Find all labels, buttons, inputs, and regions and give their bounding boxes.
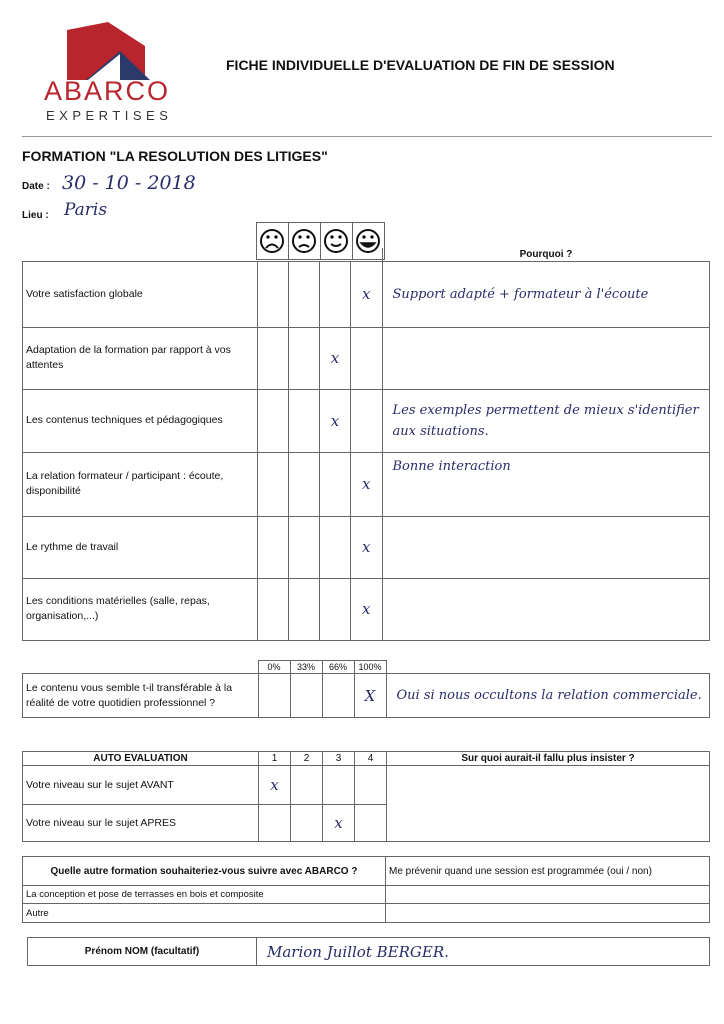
lieu-value: Paris bbox=[64, 200, 108, 220]
header-divider bbox=[22, 136, 712, 137]
table-row bbox=[23, 904, 710, 923]
notify-answer[interactable] bbox=[386, 886, 710, 904]
percent-cell[interactable] bbox=[258, 674, 290, 718]
criterion-label: Adaptation de la formation par rapport à vos attentes bbox=[23, 327, 258, 389]
level-cell[interactable] bbox=[323, 766, 355, 805]
notify-answer[interactable] bbox=[386, 904, 710, 923]
criterion-label: Votre satisfaction globale bbox=[23, 261, 258, 327]
score-cell-1[interactable] bbox=[258, 578, 289, 640]
other-item[interactable]: Autre bbox=[23, 904, 386, 923]
auto-eval-header: AUTO EVALUATION bbox=[23, 752, 259, 766]
score-mark[interactable]: x bbox=[351, 516, 383, 578]
score-cell-1[interactable] bbox=[258, 261, 289, 327]
formation-title: FORMATION "LA RESOLUTION DES LITIGES" bbox=[22, 148, 328, 164]
level-header: 3 bbox=[323, 752, 355, 766]
score-cell-3[interactable] bbox=[320, 578, 351, 640]
other-item[interactable]: La conception et pose de terrasses en bois et composite bbox=[23, 886, 386, 904]
table-row bbox=[23, 578, 710, 640]
other-formation-table bbox=[22, 856, 710, 923]
score-cell-2[interactable] bbox=[289, 261, 320, 327]
table-row bbox=[23, 261, 710, 327]
comment[interactable] bbox=[382, 578, 710, 640]
transfer-comment[interactable]: Oui si nous occultons la relation commerciale. bbox=[386, 674, 710, 718]
level-cell[interactable] bbox=[291, 805, 323, 842]
table-row bbox=[23, 766, 710, 805]
level-after-label: Votre niveau sur le sujet APRES bbox=[23, 805, 259, 842]
score-cell-3[interactable] bbox=[320, 452, 351, 516]
transfer-table bbox=[22, 660, 710, 718]
auto-eval-table bbox=[22, 751, 710, 842]
score-cell-4[interactable] bbox=[351, 327, 383, 389]
table-row bbox=[23, 516, 710, 578]
score-cell-2[interactable] bbox=[289, 327, 320, 389]
transfer-label: Le contenu vous semble t-il transférable à la réalité de votre quotidien professionnel ? bbox=[23, 674, 259, 718]
name-value[interactable]: Marion Juillot BERGER. bbox=[257, 938, 710, 966]
criterion-label: Les conditions matérielles (salle, repas, organisation,...) bbox=[23, 578, 258, 640]
percent-header: 33% bbox=[290, 661, 322, 674]
abarco-logo bbox=[40, 18, 175, 128]
criteria-table bbox=[22, 248, 710, 641]
level-header: 2 bbox=[291, 752, 323, 766]
name-label: Prénom NOM (facultatif) bbox=[28, 938, 257, 966]
score-mark[interactable]: x bbox=[351, 261, 383, 327]
criterion-label: Le rythme de travail bbox=[23, 516, 258, 578]
percent-header: 100% bbox=[354, 661, 386, 674]
comment[interactable]: Bonne interaction bbox=[382, 452, 710, 516]
score-cell-2[interactable] bbox=[289, 578, 320, 640]
name-table bbox=[27, 937, 710, 966]
insist-answer[interactable] bbox=[387, 766, 710, 842]
logo-subtitle: EXPERTISES bbox=[46, 108, 173, 123]
other-question: Quelle autre formation souhaiteriez-vous suivre avec ABARCO ? bbox=[23, 857, 386, 886]
score-mark[interactable]: x bbox=[351, 452, 383, 516]
level-header: 4 bbox=[355, 752, 387, 766]
percent-header: 66% bbox=[322, 661, 354, 674]
comment[interactable] bbox=[382, 327, 710, 389]
criterion-label: Les contenus techniques et pédagogiques bbox=[23, 389, 258, 452]
table-row bbox=[23, 674, 710, 718]
score-cell-1[interactable] bbox=[258, 389, 289, 452]
criterion-label: La relation formateur / participant : écoute, disponibilité bbox=[23, 452, 258, 516]
transfer-mark[interactable]: X bbox=[354, 674, 386, 718]
level-cell[interactable] bbox=[291, 766, 323, 805]
percent-header: 0% bbox=[258, 661, 290, 674]
level-mark[interactable]: x bbox=[259, 766, 291, 805]
percent-cell[interactable] bbox=[290, 674, 322, 718]
table-row bbox=[23, 886, 710, 904]
pourquoi-header: Pourquoi ? bbox=[382, 248, 710, 261]
notify-label: Me prévenir quand une session est programmée (oui / non) bbox=[386, 857, 710, 886]
score-mark[interactable]: x bbox=[351, 578, 383, 640]
date-value: 30 - 10 - 2018 bbox=[62, 172, 196, 194]
score-cell-1[interactable] bbox=[258, 452, 289, 516]
logo-mark-icon bbox=[40, 18, 175, 84]
level-cell[interactable] bbox=[259, 805, 291, 842]
score-cell-1[interactable] bbox=[258, 516, 289, 578]
table-row bbox=[23, 327, 710, 389]
table-row bbox=[23, 389, 710, 452]
score-cell-3[interactable] bbox=[320, 261, 351, 327]
level-cell[interactable] bbox=[355, 805, 387, 842]
score-cell-2[interactable] bbox=[289, 389, 320, 452]
comment[interactable] bbox=[382, 516, 710, 578]
insist-header: Sur quoi aurait-il fallu plus insister ? bbox=[387, 752, 710, 766]
comment[interactable]: Support adapté + formateur à l'écoute bbox=[382, 261, 710, 327]
page-title: FICHE INDIVIDUELLE D'EVALUATION DE FIN DE SESSION bbox=[226, 57, 615, 73]
score-cell-1[interactable] bbox=[258, 327, 289, 389]
percent-cell[interactable] bbox=[322, 674, 354, 718]
table-row bbox=[23, 452, 710, 516]
level-before-label: Votre niveau sur le sujet AVANT bbox=[23, 766, 259, 805]
level-cell[interactable] bbox=[355, 766, 387, 805]
score-cell-2[interactable] bbox=[289, 452, 320, 516]
date-label: Date : bbox=[22, 181, 50, 192]
score-cell-2[interactable] bbox=[289, 516, 320, 578]
score-cell-3[interactable] bbox=[320, 516, 351, 578]
lieu-label: Lieu : bbox=[22, 210, 49, 221]
score-mark[interactable]: x bbox=[320, 389, 351, 452]
comment[interactable]: Les exemples permettent de mieux s'identifier aux situations. bbox=[382, 389, 710, 452]
score-mark[interactable]: x bbox=[320, 327, 351, 389]
level-header: 1 bbox=[259, 752, 291, 766]
level-mark[interactable]: x bbox=[323, 805, 355, 842]
logo-name: ABARCO bbox=[44, 76, 171, 106]
score-cell-4[interactable] bbox=[351, 389, 383, 452]
